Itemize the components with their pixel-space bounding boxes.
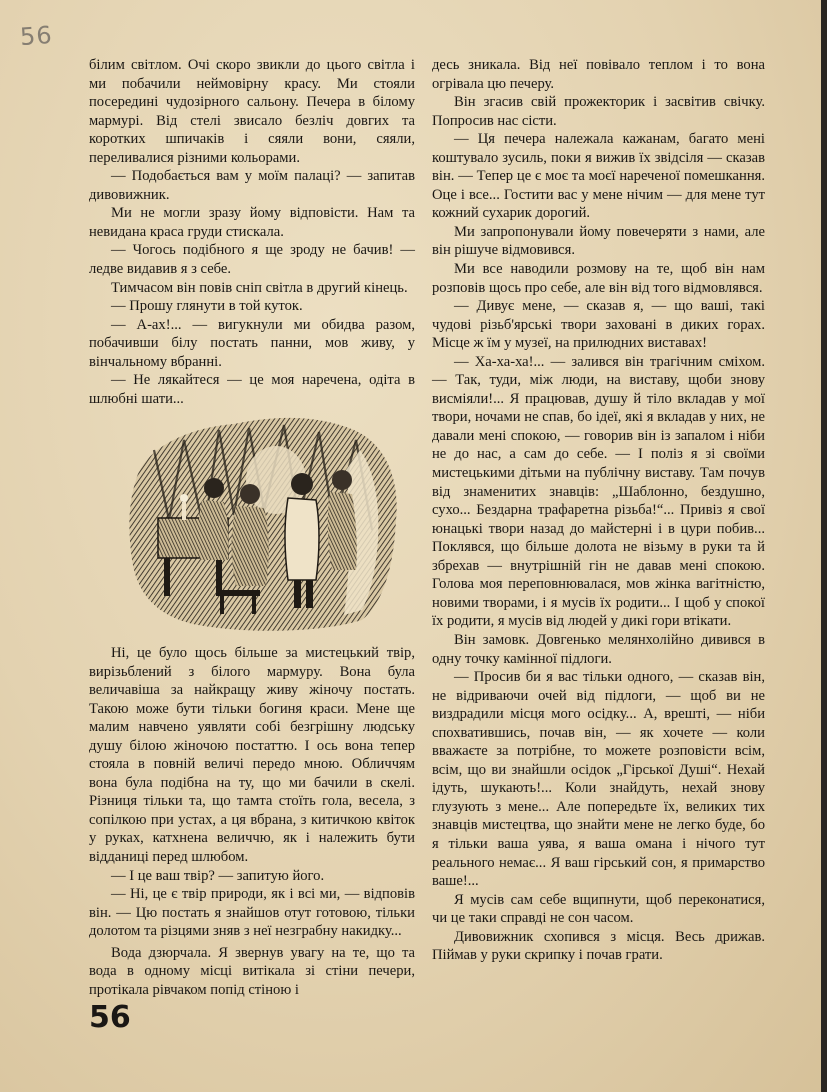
paragraph: — І це ваш твір? — запитую його.	[111, 867, 325, 884]
right-column-text	[432, 56, 765, 965]
paragraph: Ми не могли зразу йому відповісти. Нам та невидана краса груди стискала.	[89, 205, 415, 240]
paragraph: Вода дзюрчала. Я звернув увагу на те, що та вода в одному місці витікала зі стіни печери, протікала рівчаком попід стіною і	[89, 944, 415, 998]
paragraph: білим світлом. Очі скоро звикли до цього світла і ми побачили неймовірну красу. Ми стояли посередині чудозірного сальону. Печера в білому мармурі. Від стелі звисало безліч довгих та коротких шпичаків і сяяли вони, сяяли, переливалися різними кольорами.	[89, 57, 415, 166]
paragraph: — Просив би я вас тільки одного, — сказав він, не відриваючи очей від підлоги, — щоб ви не виздрадили місця мого осідку... А, врешті, — ніби спохватившись, почав він, — як хочете — коли вважаєте за потрібне, то можете розповісти всім, всім, що ви знайшли осідок „Гірської Душі“. Нехай ідуть, шукають!... Коли знайдуть, нехай знову глузують з мене... Але попередьте їх, великих тих знавців мистецтва, що знайти мене не легко буде, бо я тільки ваша уява, я ваша омана і нічого тут реального немає... Я ваш гірський сон, я примарство ваше!...	[432, 669, 765, 890]
page-edge-shadow	[821, 0, 827, 1092]
paragraph: Ми все наводили розмову на те, щоб він нам розповів щось про себе, але він від того відмовлявся.	[432, 261, 765, 296]
paragraph: Ми запропонували йому повечеряти з нами, але він рішуче відмовився.	[432, 223, 765, 259]
paragraph: — Ні, це є твір природи, як і всі ми, — відповів він. — Цю постать я знайшов отут готовою, тільки долотом та різцями зняв з неї незграбну накидку...	[89, 886, 415, 940]
paragraph: Тимчасом він повів сніп світла в другий кінець.	[111, 279, 408, 296]
left-column-bottom-text	[89, 644, 415, 999]
pencil-page-mark: 56	[19, 20, 54, 52]
paragraph: — Чогось подібного я ще зроду не бачив! — ледве видавив я з себе.	[89, 242, 415, 278]
paragraph: — Ця печера належала кажанам, багато мені коштувало зусиль, поки я вижив їх звідсіля — сказав він. — Тепер це є моє та моєї нареченої помешкання. Оце і все... Гостити вас у мене нічим — для мене тут кожний сухарик дорогий.	[432, 131, 765, 222]
paragraph: — Ха-ха-ха!... — залився він трагічним сміхом. — Так, туди, між люди, на виставу, щоби знову висміяли!... Я працював, душу й тіло вкладав у мої твори, ночами не спав, бо ідеї, які я вкладав у них, не давали мені спокою, — говорив він із запалом і ніби не до нас, а сам до себе. — І поліз я зі своїми мистецькими дітьми на публічну виставу. Там почув від знаменитих знавців: „Шаблонно, бездушно, сухо... Бездарна трафаретна різьба!“... Привіз я свої юнацькі твори назад до майстерні і в цури побив... Поклявся, що більше долота не візьму в руки та й збрехав — внутрішній гін не давав мені спокою. Голова моя переповнювалася, мов жінка вагітністю, новими творами, і я мусів їх родити... І щоб у спокої їх родити, я мусів від людей у дикі гори втікати.	[432, 353, 765, 630]
paragraph: — Не лякайтеся — це моя наречена, одіта в шлюбні шати...	[89, 372, 415, 407]
paragraph: Дивовижник схопився з місця. Весь дрижав. Піймав у руки скрипку і почав грати.	[432, 928, 765, 964]
paragraph: — А-ах!... — вигукнули ми обидва разом, побачивши білу постать панни, мов живу, у вінчальному вбранні.	[89, 316, 415, 370]
paragraph: — Прошу глянути в той куток.	[111, 298, 303, 315]
paragraph: Я мусів сам себе вщипнути, щоб переконатися, чи це таки справді не сон часом.	[432, 891, 765, 927]
paragraph: десь зникала. Від неї повівало теплом і то вона огрівала цю печеру.	[432, 57, 765, 92]
paragraph: — Подобається вам у моїм палаці? — запитав дивовижник.	[89, 168, 415, 203]
left-column-top-text	[89, 56, 415, 408]
page-number: 56	[89, 1000, 131, 1035]
paragraph: Він замовк. Довгенько мелянхолійно дивився в одну точку камінної підлоги.	[432, 631, 765, 667]
paragraph: Ні, це було щось більше за мистецький твір, вирізьблений з білого мармуру. Вона була величавіша за найкращу живу жіночу постать. Такою може бути тільки богиня краси. Мене ще малим навчено уявляти собі безгрішну людську душу білою жіночою постаттю. І ось вона тепер стояла в повній величі передо мною. Обличчям вона була подібна на ту, що ми бачили в скелі. Різниця тільки та, що тамта стоїть гола, весела, з сопілкою при устах, а ця вбрана, з китичкою квіток у руках, катхнена величчю, як і належить бути відданиці перед шлюбом.	[89, 645, 415, 866]
cave-illustration	[124, 410, 402, 632]
paragraph: — Дивує мене, — сказав я, — що ваші, такі чудові різьб'ярські твори заховані в диких горах. Місце ж їм у музеї, на прилюдних виставах!	[432, 298, 765, 352]
paragraph: Він згасив свій прожекторик і засвітив свічку. Попросив нас сісти.	[432, 94, 765, 129]
